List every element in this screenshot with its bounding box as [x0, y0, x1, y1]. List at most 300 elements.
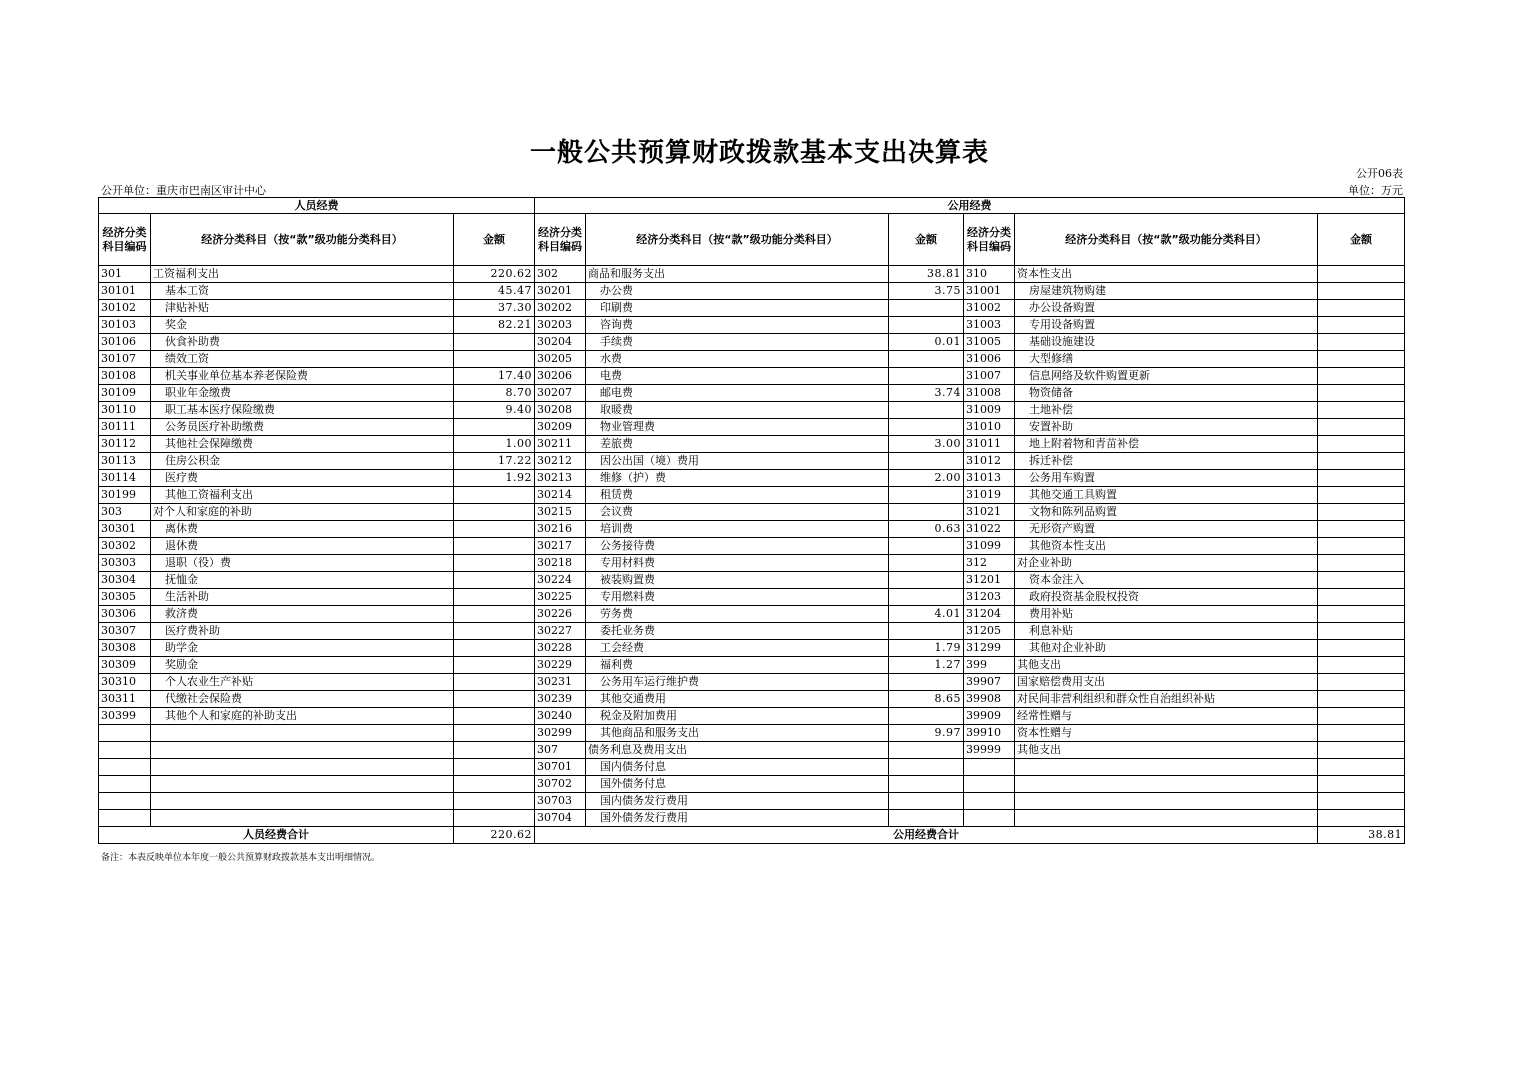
item-name: 会议费	[586, 504, 889, 521]
item-amount	[1318, 300, 1405, 317]
item-name: 工会经费	[586, 640, 889, 657]
item-name: 土地补偿	[1015, 402, 1318, 419]
table-row	[99, 640, 1405, 657]
item-amount	[1318, 419, 1405, 436]
item-code: 31007	[964, 368, 1015, 385]
item-name: 政府投资基金股权投资	[1015, 589, 1318, 606]
item-name: 机关事业单位基本养老保险费	[151, 368, 454, 385]
table-row	[99, 453, 1405, 470]
item-code: 31011	[964, 436, 1015, 453]
item-name: 其他交通工具购置	[1015, 487, 1318, 504]
table-row	[99, 725, 1405, 742]
item-name: 大型修缮	[1015, 351, 1318, 368]
item-name: 办公费	[586, 283, 889, 300]
item-name: 退休费	[151, 538, 454, 555]
item-code: 30206	[535, 368, 586, 385]
item-code: 30704	[535, 810, 586, 827]
item-name: 抚恤金	[151, 572, 454, 589]
item-amount	[889, 419, 964, 436]
item-amount	[454, 419, 535, 436]
item-amount	[454, 334, 535, 351]
item-amount	[889, 623, 964, 640]
item-code: 30106	[99, 334, 151, 351]
item-code: 30239	[535, 691, 586, 708]
item-code: 39999	[964, 742, 1015, 759]
item-amount: 82.21	[454, 317, 535, 334]
item-amount	[1318, 402, 1405, 419]
table-row	[99, 793, 1405, 810]
item-code: 30103	[99, 317, 151, 334]
table-row	[99, 538, 1405, 555]
item-code	[99, 725, 151, 742]
footnote: 备注：本表反映单位本年度一般公共预算财政拨款基本支出明细情况。	[101, 853, 381, 863]
item-code: 30207	[535, 385, 586, 402]
item-amount	[454, 555, 535, 572]
item-code: 30108	[99, 368, 151, 385]
item-code	[99, 742, 151, 759]
item-code: 30213	[535, 470, 586, 487]
item-name: 医疗费补助	[151, 623, 454, 640]
item-amount: 9.97	[889, 725, 964, 742]
item-amount	[1318, 368, 1405, 385]
table-row	[99, 776, 1405, 793]
item-name: 公务员医疗补助缴费	[151, 419, 454, 436]
item-name: 信息网络及软件购置更新	[1015, 368, 1318, 385]
item-amount	[889, 487, 964, 504]
item-code: 30214	[535, 487, 586, 504]
personnel-total-label: 人员经费合计	[99, 827, 454, 844]
item-name: 邮电费	[586, 385, 889, 402]
amount-header: 金额	[1318, 214, 1405, 266]
item-name	[151, 742, 454, 759]
item-name: 文物和陈列品购置	[1015, 504, 1318, 521]
item-code: 31010	[964, 419, 1015, 436]
item-code: 39910	[964, 725, 1015, 742]
item-name: 其他社会保障缴费	[151, 436, 454, 453]
item-code: 31299	[964, 640, 1015, 657]
item-code: 31203	[964, 589, 1015, 606]
item-amount	[1318, 657, 1405, 674]
item-code	[99, 810, 151, 827]
item-name: 无形资产购置	[1015, 521, 1318, 538]
item-code: 30226	[535, 606, 586, 623]
item-name: 救济费	[151, 606, 454, 623]
item-amount: 1.00	[454, 436, 535, 453]
item-amount	[1318, 691, 1405, 708]
item-name: 税金及附加费用	[586, 708, 889, 725]
code-header: 经济分类科目编码	[535, 214, 586, 266]
item-amount	[889, 708, 964, 725]
item-amount	[454, 742, 535, 759]
item-code: 30107	[99, 351, 151, 368]
item-name: 其他交通费用	[586, 691, 889, 708]
table-row	[99, 810, 1405, 827]
item-amount	[1318, 283, 1405, 300]
item-name: 住房公积金	[151, 453, 454, 470]
item-code: 31012	[964, 453, 1015, 470]
item-code: 30216	[535, 521, 586, 538]
item-code: 30111	[99, 419, 151, 436]
item-name: 基础设施建设	[1015, 334, 1318, 351]
item-amount	[1318, 555, 1405, 572]
amount-header: 金额	[889, 214, 964, 266]
expenditure-table	[98, 197, 1405, 844]
item-name: 个人农业生产补贴	[151, 674, 454, 691]
item-name: 国外债务付息	[586, 776, 889, 793]
item-name: 物资储备	[1015, 385, 1318, 402]
item-code: 30302	[99, 538, 151, 555]
item-code: 31205	[964, 623, 1015, 640]
table-row	[99, 708, 1405, 725]
item-code: 30113	[99, 453, 151, 470]
item-code: 310	[964, 266, 1015, 283]
item-code: 303	[99, 504, 151, 521]
table-row	[99, 436, 1405, 453]
item-amount: 1.27	[889, 657, 964, 674]
item-name: 地上附着物和青苗补偿	[1015, 436, 1318, 453]
item-name	[151, 776, 454, 793]
item-amount	[454, 589, 535, 606]
item-name: 专用设备购置	[1015, 317, 1318, 334]
item-name: 债务利息及费用支出	[586, 742, 889, 759]
item-amount	[1318, 759, 1405, 776]
amount-header: 金额	[454, 214, 535, 266]
item-amount	[454, 538, 535, 555]
item-code: 31008	[964, 385, 1015, 402]
item-code	[99, 793, 151, 810]
item-amount	[889, 776, 964, 793]
item-code: 30212	[535, 453, 586, 470]
item-name: 其他商品和服务支出	[586, 725, 889, 742]
item-name: 其他支出	[1015, 657, 1318, 674]
table-row	[99, 334, 1405, 351]
item-code: 30301	[99, 521, 151, 538]
item-amount	[454, 657, 535, 674]
table-row	[99, 385, 1405, 402]
item-code: 30114	[99, 470, 151, 487]
column-header-row	[99, 214, 1405, 266]
item-amount: 0.01	[889, 334, 964, 351]
item-code: 30309	[99, 657, 151, 674]
item-amount	[1318, 640, 1405, 657]
item-code: 30311	[99, 691, 151, 708]
item-name: 资本性支出	[1015, 266, 1318, 283]
item-code: 31204	[964, 606, 1015, 623]
item-amount	[889, 572, 964, 589]
item-code: 30218	[535, 555, 586, 572]
item-amount: 3.75	[889, 283, 964, 300]
item-name: 印刷费	[586, 300, 889, 317]
code-header: 经济分类科目编码	[99, 214, 151, 266]
item-code: 30231	[535, 674, 586, 691]
item-amount	[454, 810, 535, 827]
item-name: 委托业务费	[586, 623, 889, 640]
item-amount	[454, 759, 535, 776]
item-code: 30199	[99, 487, 151, 504]
item-name	[1015, 759, 1318, 776]
table-row	[99, 504, 1405, 521]
item-name: 资本金注入	[1015, 572, 1318, 589]
table-row	[99, 317, 1405, 334]
item-name: 物业管理费	[586, 419, 889, 436]
item-code: 30701	[535, 759, 586, 776]
item-amount: 4.01	[889, 606, 964, 623]
item-name: 经常性赠与	[1015, 708, 1318, 725]
item-name: 专用燃料费	[586, 589, 889, 606]
item-code: 31021	[964, 504, 1015, 521]
item-code	[964, 759, 1015, 776]
item-code: 30310	[99, 674, 151, 691]
table-row	[99, 521, 1405, 538]
item-amount	[1318, 538, 1405, 555]
item-amount	[889, 368, 964, 385]
item-name: 被装购置费	[586, 572, 889, 589]
item-amount	[889, 742, 964, 759]
item-amount	[1318, 436, 1405, 453]
item-amount	[1318, 793, 1405, 810]
item-name: 医疗费	[151, 470, 454, 487]
item-amount: 9.40	[454, 402, 535, 419]
item-name: 工资福利支出	[151, 266, 454, 283]
item-code: 30399	[99, 708, 151, 725]
table-row	[99, 487, 1405, 504]
item-code: 307	[535, 742, 586, 759]
item-name: 奖金	[151, 317, 454, 334]
item-code: 30304	[99, 572, 151, 589]
item-amount	[454, 487, 535, 504]
item-amount	[889, 674, 964, 691]
table-row	[99, 589, 1405, 606]
totals-row	[99, 827, 1405, 844]
item-name: 退职（役）费	[151, 555, 454, 572]
item-name: 公务用车购置	[1015, 470, 1318, 487]
item-amount	[1318, 589, 1405, 606]
item-name: 租赁费	[586, 487, 889, 504]
item-name: 国外债务发行费用	[586, 810, 889, 827]
item-name: 津贴补贴	[151, 300, 454, 317]
item-amount	[1318, 776, 1405, 793]
item-code: 30211	[535, 436, 586, 453]
item-code: 31001	[964, 283, 1015, 300]
item-amount: 17.40	[454, 368, 535, 385]
item-code	[99, 759, 151, 776]
item-amount	[1318, 385, 1405, 402]
item-amount	[454, 606, 535, 623]
item-amount	[454, 674, 535, 691]
reporting-unit: 公开单位：重庆市巴南区审计中心	[101, 184, 266, 197]
item-amount	[454, 725, 535, 742]
item-amount: 8.70	[454, 385, 535, 402]
item-amount	[1318, 606, 1405, 623]
item-amount: 0.63	[889, 521, 964, 538]
item-name	[1015, 810, 1318, 827]
item-code: 31009	[964, 402, 1015, 419]
item-name: 资本性赠与	[1015, 725, 1318, 742]
item-code: 31022	[964, 521, 1015, 538]
item-code: 30299	[535, 725, 586, 742]
item-name: 差旅费	[586, 436, 889, 453]
item-amount	[1318, 487, 1405, 504]
item-amount	[1318, 521, 1405, 538]
item-name: 取暖费	[586, 402, 889, 419]
item-name	[151, 810, 454, 827]
item-code	[964, 776, 1015, 793]
item-amount: 37.30	[454, 300, 535, 317]
item-name: 职业年金缴费	[151, 385, 454, 402]
item-name: 利息补贴	[1015, 623, 1318, 640]
item-amount	[1318, 334, 1405, 351]
item-name	[151, 793, 454, 810]
item-amount	[889, 759, 964, 776]
item-name: 助学金	[151, 640, 454, 657]
item-amount	[1318, 742, 1405, 759]
item-code: 30204	[535, 334, 586, 351]
item-amount	[454, 776, 535, 793]
item-code: 31099	[964, 538, 1015, 555]
item-code: 30229	[535, 657, 586, 674]
item-name: 伙食补助费	[151, 334, 454, 351]
item-code: 30205	[535, 351, 586, 368]
item-code: 30308	[99, 640, 151, 657]
item-code: 302	[535, 266, 586, 283]
item-amount	[889, 300, 964, 317]
item-amount	[889, 504, 964, 521]
item-code: 30110	[99, 402, 151, 419]
item-name: 对企业补助	[1015, 555, 1318, 572]
item-name: 专用材料费	[586, 555, 889, 572]
item-code: 39909	[964, 708, 1015, 725]
item-amount	[454, 623, 535, 640]
item-code: 30109	[99, 385, 151, 402]
item-code: 31002	[964, 300, 1015, 317]
item-amount	[454, 691, 535, 708]
item-code: 30228	[535, 640, 586, 657]
item-name: 其他资本性支出	[1015, 538, 1318, 555]
item-code: 30305	[99, 589, 151, 606]
table-row	[99, 691, 1405, 708]
item-code: 301	[99, 266, 151, 283]
item-code: 30217	[535, 538, 586, 555]
item-name: 其他个人和家庭的补助支出	[151, 708, 454, 725]
item-name: 公务接待费	[586, 538, 889, 555]
item-amount	[1318, 317, 1405, 334]
table-row	[99, 402, 1405, 419]
item-name: 福利费	[586, 657, 889, 674]
item-amount: 1.92	[454, 470, 535, 487]
item-name: 商品和服务支出	[586, 266, 889, 283]
item-code: 30303	[99, 555, 151, 572]
form-number: 公开06表	[1356, 167, 1403, 180]
item-name: 手续费	[586, 334, 889, 351]
item-amount	[889, 810, 964, 827]
item-code: 30208	[535, 402, 586, 419]
public-total-label: 公用经费合计	[535, 827, 1318, 844]
item-amount	[454, 504, 535, 521]
item-amount	[1318, 810, 1405, 827]
item-name: 国内债务付息	[586, 759, 889, 776]
item-amount	[1318, 470, 1405, 487]
item-name: 绩效工资	[151, 351, 454, 368]
item-amount	[889, 453, 964, 470]
table-row	[99, 759, 1405, 776]
table-row	[99, 657, 1405, 674]
item-code: 30201	[535, 283, 586, 300]
table-row	[99, 470, 1405, 487]
item-code: 31019	[964, 487, 1015, 504]
table-row	[99, 555, 1405, 572]
item-amount	[1318, 351, 1405, 368]
item-name: 对个人和家庭的补助	[151, 504, 454, 521]
item-name	[1015, 793, 1318, 810]
item-code: 39908	[964, 691, 1015, 708]
item-amount	[889, 402, 964, 419]
item-code: 30240	[535, 708, 586, 725]
table-row	[99, 283, 1405, 300]
name-header: 经济分类科目（按“款”级功能分类科目）	[1015, 214, 1318, 266]
item-code: 31201	[964, 572, 1015, 589]
item-name: 电费	[586, 368, 889, 385]
item-amount: 3.74	[889, 385, 964, 402]
item-amount: 8.65	[889, 691, 964, 708]
item-amount	[1318, 708, 1405, 725]
item-name: 拆迁补偿	[1015, 453, 1318, 470]
item-code: 31006	[964, 351, 1015, 368]
item-name: 其他对企业补助	[1015, 640, 1318, 657]
item-name: 其他支出	[1015, 742, 1318, 759]
item-amount: 45.47	[454, 283, 535, 300]
item-amount	[1318, 266, 1405, 283]
item-name: 奖励金	[151, 657, 454, 674]
item-amount: 2.00	[889, 470, 964, 487]
item-code: 30306	[99, 606, 151, 623]
item-code: 39907	[964, 674, 1015, 691]
item-name: 其他工资福利支出	[151, 487, 454, 504]
item-name: 生活补助	[151, 589, 454, 606]
item-code	[964, 810, 1015, 827]
public-total-amount: 38.81	[1318, 827, 1405, 844]
item-name: 代缴社会保险费	[151, 691, 454, 708]
item-name: 培训费	[586, 521, 889, 538]
item-amount: 17.22	[454, 453, 535, 470]
name-header: 经济分类科目（按“款”级功能分类科目）	[586, 214, 889, 266]
item-name: 对民间非营利组织和群众性自治组织补贴	[1015, 691, 1318, 708]
item-name: 劳务费	[586, 606, 889, 623]
item-amount	[889, 317, 964, 334]
item-code	[964, 793, 1015, 810]
item-amount	[1318, 453, 1405, 470]
table-row	[99, 623, 1405, 640]
item-code: 30225	[535, 589, 586, 606]
item-code: 30203	[535, 317, 586, 334]
item-code: 30702	[535, 776, 586, 793]
item-code: 30703	[535, 793, 586, 810]
item-code: 31013	[964, 470, 1015, 487]
item-amount	[454, 793, 535, 810]
personnel-total-amount: 220.62	[454, 827, 535, 844]
item-name: 国内债务发行费用	[586, 793, 889, 810]
item-amount	[1318, 623, 1405, 640]
item-code: 312	[964, 555, 1015, 572]
item-name	[1015, 776, 1318, 793]
item-name: 因公出国（境）费用	[586, 453, 889, 470]
table-row	[99, 266, 1405, 283]
item-amount: 220.62	[454, 266, 535, 283]
item-amount	[889, 538, 964, 555]
group-header-row	[99, 198, 1405, 214]
item-code: 30209	[535, 419, 586, 436]
table-row	[99, 674, 1405, 691]
item-amount: 3.00	[889, 436, 964, 453]
